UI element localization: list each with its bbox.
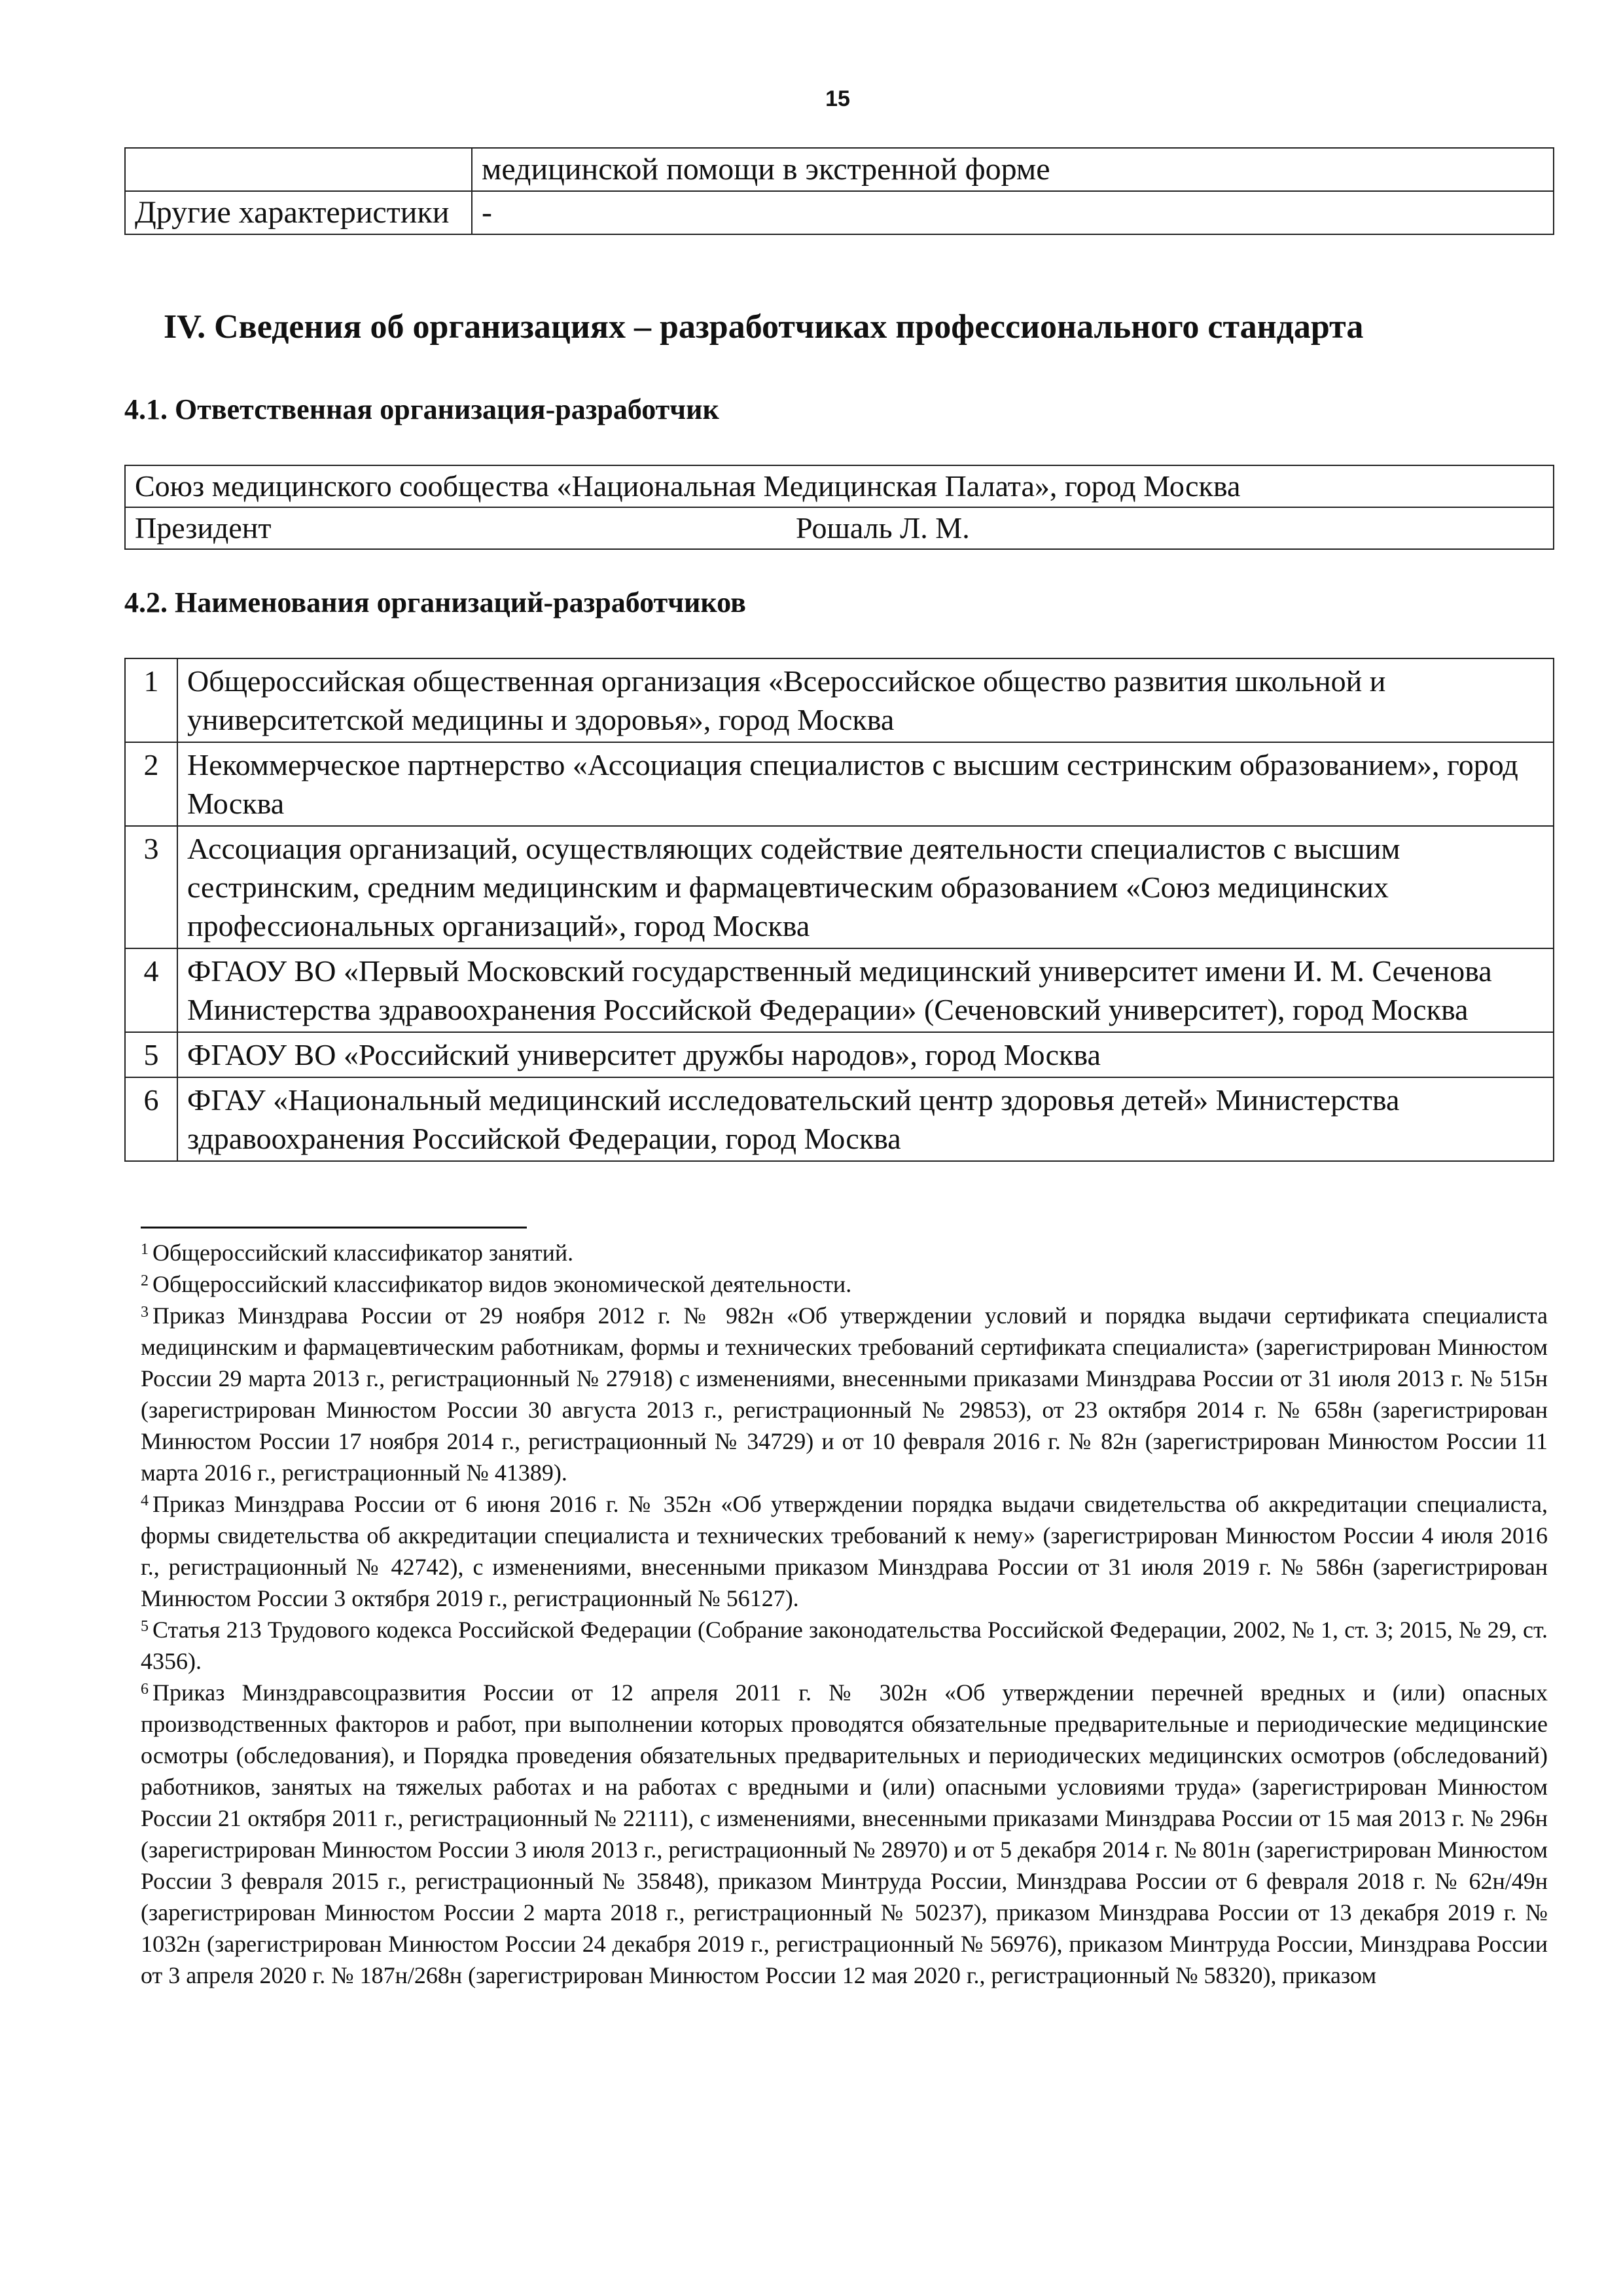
developer-organizations-table bbox=[124, 658, 1554, 1162]
footnote bbox=[141, 1300, 1548, 1488]
organization-text: Общероссийская общественная организация «Всероссийское общество развития школьной и университетской медицины и здоровья», город Москва bbox=[177, 658, 1554, 742]
responsible-organization-table bbox=[124, 465, 1554, 550]
table-row bbox=[125, 507, 1554, 549]
footnote bbox=[141, 1677, 1548, 1991]
row-number: 6 bbox=[125, 1077, 177, 1161]
signatory-cell bbox=[125, 507, 1554, 549]
footnote-separator bbox=[141, 1227, 527, 1229]
table-row bbox=[125, 148, 1554, 191]
table-row bbox=[125, 826, 1554, 948]
footnote-mark: 1 bbox=[141, 1241, 149, 1258]
characteristics-table bbox=[124, 147, 1554, 235]
subsection-heading-4-2: 4.2. Наименования организаций-разработчиков bbox=[124, 586, 746, 619]
signatory-position: Президент bbox=[135, 511, 272, 545]
footnote bbox=[141, 1614, 1548, 1677]
table-cell-label: Другие характеристики bbox=[125, 191, 472, 234]
organization-text: Некоммерческое партнерство «Ассоциация специалистов с высшим сестринским образованием», город Москва bbox=[177, 742, 1554, 826]
table-row bbox=[125, 191, 1554, 234]
footnote-text: Приказ Минздрава России от 29 ноября 2012 г. № 982н «Об утверждении условий и порядка выдачи сертификата специалиста медицинским и фармацевтическим работникам, формы и технических требований сертификата специалиста» (зарегистрирован Минюстом России 29 марта 2013 г., регистрационный № 27918) с изменениями, внесенными приказами Минздрава России от 31 июля 2013 г. № 515н (зарегистрирован Минюстом России 30 августа 2013 г., регистрационный № 29853), от 23 октября 2014 г. № 658н (зарегистрирован Минюстом России 17 ноября 2014 г., регистрационный № 34729) и от 10 февраля 2016 г. № 82н (зарегистрирован Минюстом России 11 марта 2016 г., регистрационный № 41389). bbox=[141, 1302, 1548, 1486]
footnote bbox=[141, 1268, 1548, 1300]
table-cell-value: медицинской помощи в экстренной форме bbox=[472, 148, 1554, 191]
footnote-mark: 3 bbox=[141, 1304, 149, 1321]
organization-name: Союз медицинского сообщества «Национальная Медицинская Палата», город Москва bbox=[125, 465, 1554, 507]
table-row bbox=[125, 1032, 1554, 1077]
footnote-text: Приказ Минздравсоцразвития России от 12 апреля 2011 г. № 302н «Об утверждении перечней вредных и (или) опасных производственных факторов и работ, при выполнении которых проводятся обязательные предварительные и периодические медицинские осмотры (обследования), и Порядка проведения обязательных предварительных и периодических медицинских осмотров (обследований) работников, занятых на тяжелых работах и на работах с вредными и (или) опасными условиями труда» (зарегистрирован Минюстом России 21 октября 2011 г., регистрационный № 22111), с изменениями, внесенными приказами Минздрава России от 15 мая 2013 г. № 296н (зарегистрирован Минюстом России 3 июля 2013 г., регистрационный № 28970) и от 5 декабря 2014 г. № 801н (зарегистрирован Минюстом России 3 февраля 2015 г., регистрационный № 35848), приказом Минтруда России, Минздрава России от 6 февраля 2018 г. № 62н/49н (зарегистрирован Минюстом России 2 марта 2018 г., регистрационный № 50237), приказом Минздрава России от 13 декабря 2019 г. № 1032н (зарегистрирован Минюстом России 24 декабря 2019 г., регистрационный № 56976), приказом Минтруда России, Минздрава России от 3 апреля 2020 г. № 187н/268н (зарегистрирован Минюстом России 12 мая 2020 г., регистрационный № 58320), приказом bbox=[141, 1679, 1548, 1988]
row-number: 5 bbox=[125, 1032, 177, 1077]
row-number: 1 bbox=[125, 658, 177, 742]
footnote-mark: 2 bbox=[141, 1272, 149, 1289]
row-number: 4 bbox=[125, 948, 177, 1032]
footnote-mark: 5 bbox=[141, 1618, 149, 1635]
table-row bbox=[125, 1077, 1554, 1161]
table-row bbox=[125, 658, 1554, 742]
row-number: 3 bbox=[125, 826, 177, 948]
organization-text: ФГАУ «Национальный медицинский исследовательский центр здоровья детей» Министерства здравоохранения Российской Федерации, город Москва bbox=[177, 1077, 1554, 1161]
table-row bbox=[125, 465, 1554, 507]
table-cell-label bbox=[125, 148, 472, 191]
footnote-text: Общероссийский классификатор видов экономической деятельности. bbox=[152, 1271, 852, 1297]
footnote-mark: 6 bbox=[141, 1681, 149, 1698]
footnote-text: Статья 213 Трудового кодекса Российской Федерации (Собрание законодательства Российской Федерации, 2002, № 1, ст. 3; 2015, № 29, ст. 4356). bbox=[141, 1617, 1548, 1674]
table-row bbox=[125, 948, 1554, 1032]
footnotes bbox=[141, 1237, 1548, 1991]
footnote bbox=[141, 1488, 1548, 1614]
table-cell-value: - bbox=[472, 191, 1554, 234]
footnote-text: Общероссийский классификатор занятий. bbox=[152, 1240, 574, 1266]
footnote bbox=[141, 1237, 1548, 1268]
row-number: 2 bbox=[125, 742, 177, 826]
footnote-mark: 4 bbox=[141, 1492, 149, 1509]
table-row bbox=[125, 742, 1554, 826]
page-number: 15 bbox=[825, 86, 850, 111]
organization-text: ФГАОУ ВО «Российский университет дружбы народов», город Москва bbox=[177, 1032, 1554, 1077]
section-title: IV. Сведения об организациях – разработчиках профессионального стандарта bbox=[164, 308, 1364, 346]
organization-text: Ассоциация организаций, осуществляющих содействие деятельности специалистов с высшим сестринским, средним медицинским и фармацевтическим образованием «Союз медицинских профессиональных организаций», город Москва bbox=[177, 826, 1554, 948]
subsection-heading-4-1: 4.1. Ответственная организация-разработчик bbox=[124, 393, 719, 425]
footnote-text: Приказ Минздрава России от 6 июня 2016 г. № 352н «Об утверждении порядка выдачи свидетельства об аккредитации специалиста, формы свидетельства об аккредитации специалиста и технических требований к нему» (зарегистрирован Минюстом России 4 июля 2016 г., регистрационный № 42742), с изменениями, внесенными приказом Минздрава России от 31 июля 2019 г. № 586н (зарегистрирован Минюстом России 3 октября 2019 г., регистрационный № 56127). bbox=[141, 1491, 1548, 1611]
signatory-name: Рошаль Л. М. bbox=[796, 511, 970, 545]
organization-text: ФГАОУ ВО «Первый Московский государственный медицинский университет имени И. М. Сеченова Министерства здравоохранения Российской Федерации» (Сеченовский университет), город Москва bbox=[177, 948, 1554, 1032]
